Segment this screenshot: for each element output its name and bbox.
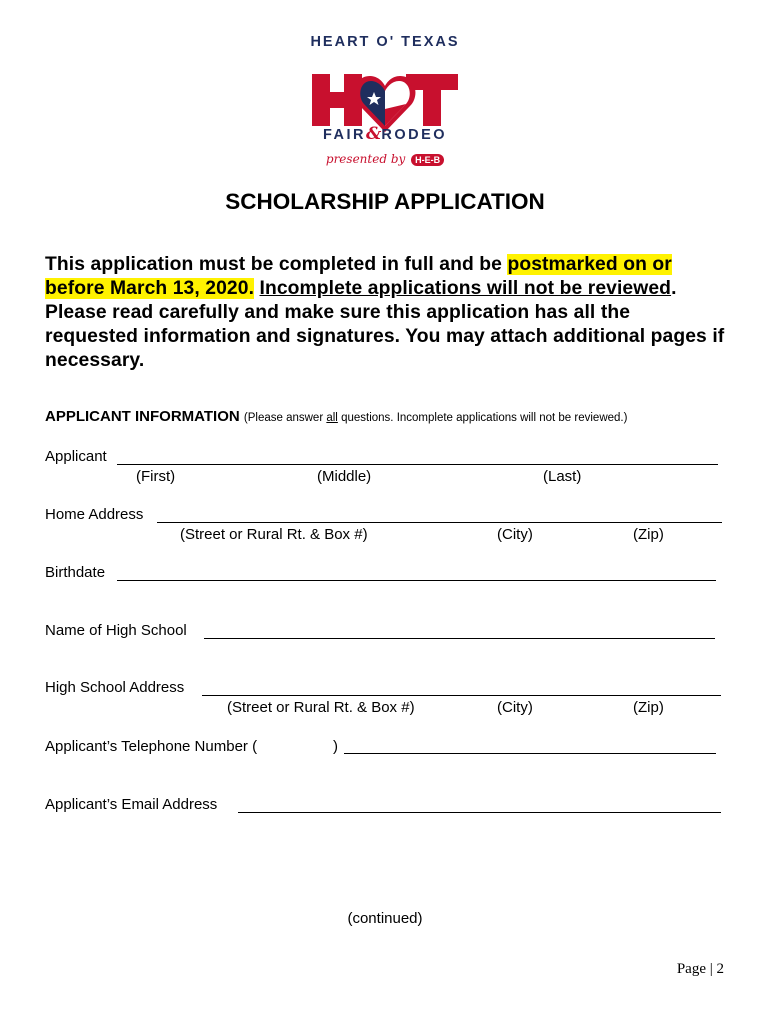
- middle-name-caption: (Middle): [317, 468, 372, 485]
- high-school-address-label: High School Address: [45, 679, 185, 696]
- home-city-caption: (City): [497, 526, 533, 543]
- intro-underlined-warning: Incomplete applications will not be reviewed: [259, 278, 672, 299]
- intro-text-rest: Please read carefully and make sure this application has all the requested information and signatures. You may attach additional pages if necessary.: [45, 302, 725, 371]
- telephone-close-paren: ): [333, 738, 338, 755]
- intro-paragraph: This application must be completed in full and be postmarked on or before March 13, 2020. Incomplete applications will not be reviewed. Please read carefully and make sure this application has all the requested information and signatures. You may attach additional pages if necessary.: [45, 254, 725, 371]
- heb-logo-icon: H-E-B: [411, 154, 444, 166]
- school-street-caption: (Street or Rural Rt. & Box #): [227, 699, 415, 716]
- applicant-label: Applicant: [45, 448, 107, 465]
- high-school-label: Name of High School: [45, 622, 187, 639]
- telephone-label: Applicant’s Telephone Number (: [45, 738, 258, 755]
- birthdate-line[interactable]: [117, 580, 716, 581]
- logo-rodeo-text: RODEO: [381, 127, 448, 143]
- intro-highlight-deadline-2: before March 13, 2020.: [45, 278, 255, 299]
- home-address-line[interactable]: [157, 522, 722, 523]
- continued-note: (continued): [347, 910, 423, 927]
- telephone-line[interactable]: [344, 753, 716, 754]
- presented-by-text: presented by: [325, 152, 406, 166]
- heart-o-texas-logo: [300, 34, 470, 174]
- email-label: Applicant’s Email Address: [45, 796, 218, 813]
- home-street-caption: (Street or Rural Rt. & Box #): [180, 526, 368, 543]
- section-heading-text: APPLICANT INFORMATION: [45, 408, 240, 425]
- last-name-caption: (Last): [543, 468, 582, 485]
- page-title: SCHOLARSHIP APPLICATION: [225, 189, 545, 214]
- intro-text-1: This application must be completed in full and be: [45, 254, 508, 275]
- birthdate-label: Birthdate: [45, 564, 106, 581]
- page-number: Page | 2: [676, 961, 724, 977]
- logo-fair-text: FAIR: [322, 127, 366, 143]
- high-school-address-line[interactable]: [202, 695, 721, 696]
- school-city-caption: (City): [497, 699, 533, 716]
- intro-highlight-deadline-1: postmarked on or: [507, 254, 672, 275]
- home-address-label: Home Address: [45, 506, 144, 523]
- school-zip-caption: (Zip): [633, 699, 664, 716]
- first-name-caption: (First): [136, 468, 176, 485]
- applicant-name-line[interactable]: [117, 464, 718, 465]
- logo-fair-rodeo: [300, 124, 470, 144]
- logo-presented-by: [300, 152, 470, 166]
- section-note: (Please answer all questions. Incomplete applications will not be reviewed.): [243, 412, 628, 424]
- applicant-information-heading: [45, 408, 627, 425]
- logo-ampersand: &: [366, 124, 382, 144]
- high-school-line[interactable]: [204, 638, 715, 639]
- home-zip-caption: (Zip): [633, 526, 664, 543]
- logo-top-text: HEART O' TEXAS: [310, 34, 460, 50]
- email-line[interactable]: [238, 812, 721, 813]
